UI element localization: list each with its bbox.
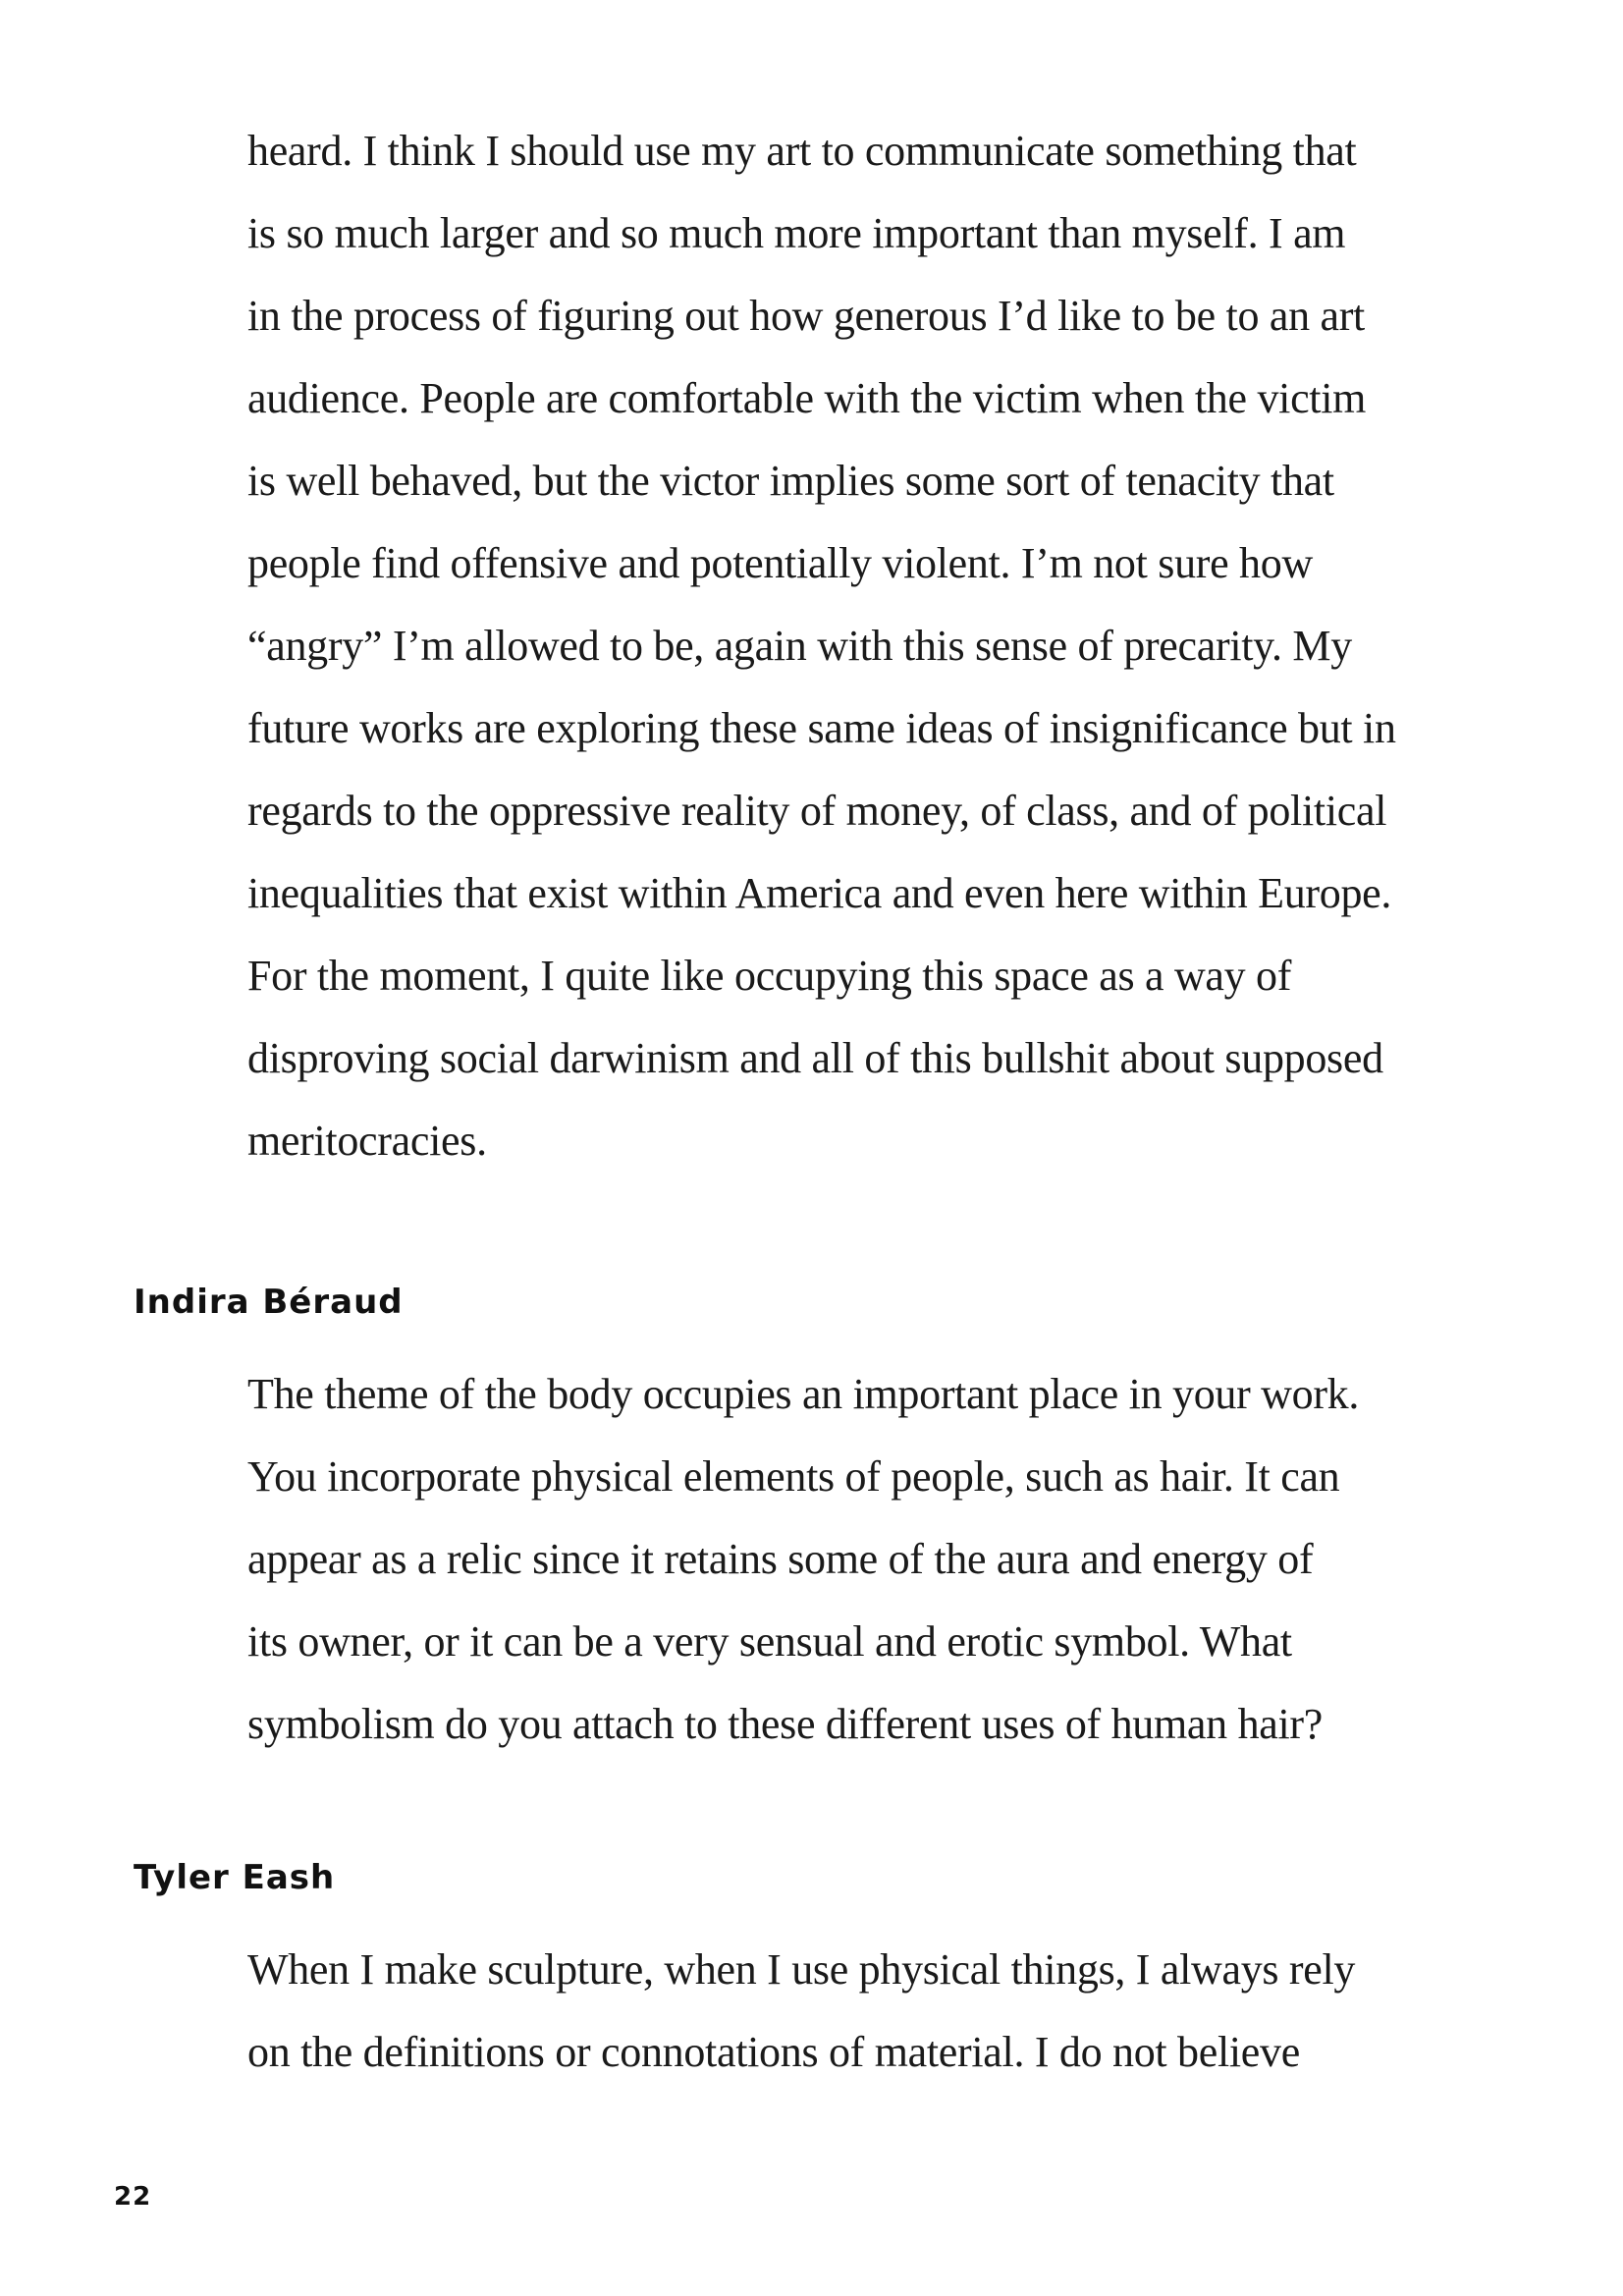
text-line: audience. People are comfortable with the victim when the victim bbox=[247, 374, 1367, 422]
page-number: 22 bbox=[114, 2182, 152, 2212]
text-line: regards to the oppressive reality of money, of class, and of political bbox=[247, 787, 1387, 835]
paragraph-tyler-answer bbox=[247, 1929, 1355, 2094]
speaker-name-indira: Indira Béraud bbox=[134, 1283, 404, 1322]
text-line: symbolism do you attach to these different uses of human hair? bbox=[247, 1700, 1324, 1748]
speaker-name-tyler: Tyler Eash bbox=[134, 1858, 336, 1897]
text-line: people find offensive and potentially violent. I’m not sure how bbox=[247, 539, 1313, 587]
text-line: its owner, or it can be a very sensual and erotic symbol. What bbox=[247, 1617, 1292, 1666]
text-line: The theme of the body occupies an important place in your work. bbox=[247, 1370, 1360, 1418]
text-line: You incorporate physical elements of people, such as hair. It can bbox=[247, 1452, 1340, 1501]
paragraph-indira-question bbox=[247, 1353, 1359, 1766]
text-line: on the definitions or connotations of material. I do not believe bbox=[247, 2028, 1300, 2076]
text-line: “angry” I’m allowed to be, again with this sense of precarity. My bbox=[247, 622, 1352, 670]
text-line: For the moment, I quite like occupying this space as a way of bbox=[247, 952, 1292, 1000]
text-line: future works are exploring these same ideas of insignificance but in bbox=[247, 704, 1396, 752]
text-line: is well behaved, but the victor implies some sort of tenacity that bbox=[247, 457, 1334, 505]
text-line: heard. I think I should use my art to communicate something that bbox=[247, 127, 1357, 175]
paragraph-tyler-answer-continued bbox=[247, 110, 1396, 1182]
text-line: inequalities that exist within America and even here within Europe. bbox=[247, 869, 1392, 917]
text-line: in the process of figuring out how generous I’d like to be to an art bbox=[247, 292, 1365, 340]
text-line: meritocracies. bbox=[247, 1117, 487, 1165]
text-line: When I make sculpture, when I use physical things, I always rely bbox=[247, 1945, 1356, 1994]
text-line: disproving social darwinism and all of this bullshit about supposed bbox=[247, 1034, 1383, 1082]
text-line: is so much larger and so much more important than myself. I am bbox=[247, 209, 1346, 257]
text-line: appear as a relic since it retains some of the aura and energy of bbox=[247, 1535, 1314, 1583]
